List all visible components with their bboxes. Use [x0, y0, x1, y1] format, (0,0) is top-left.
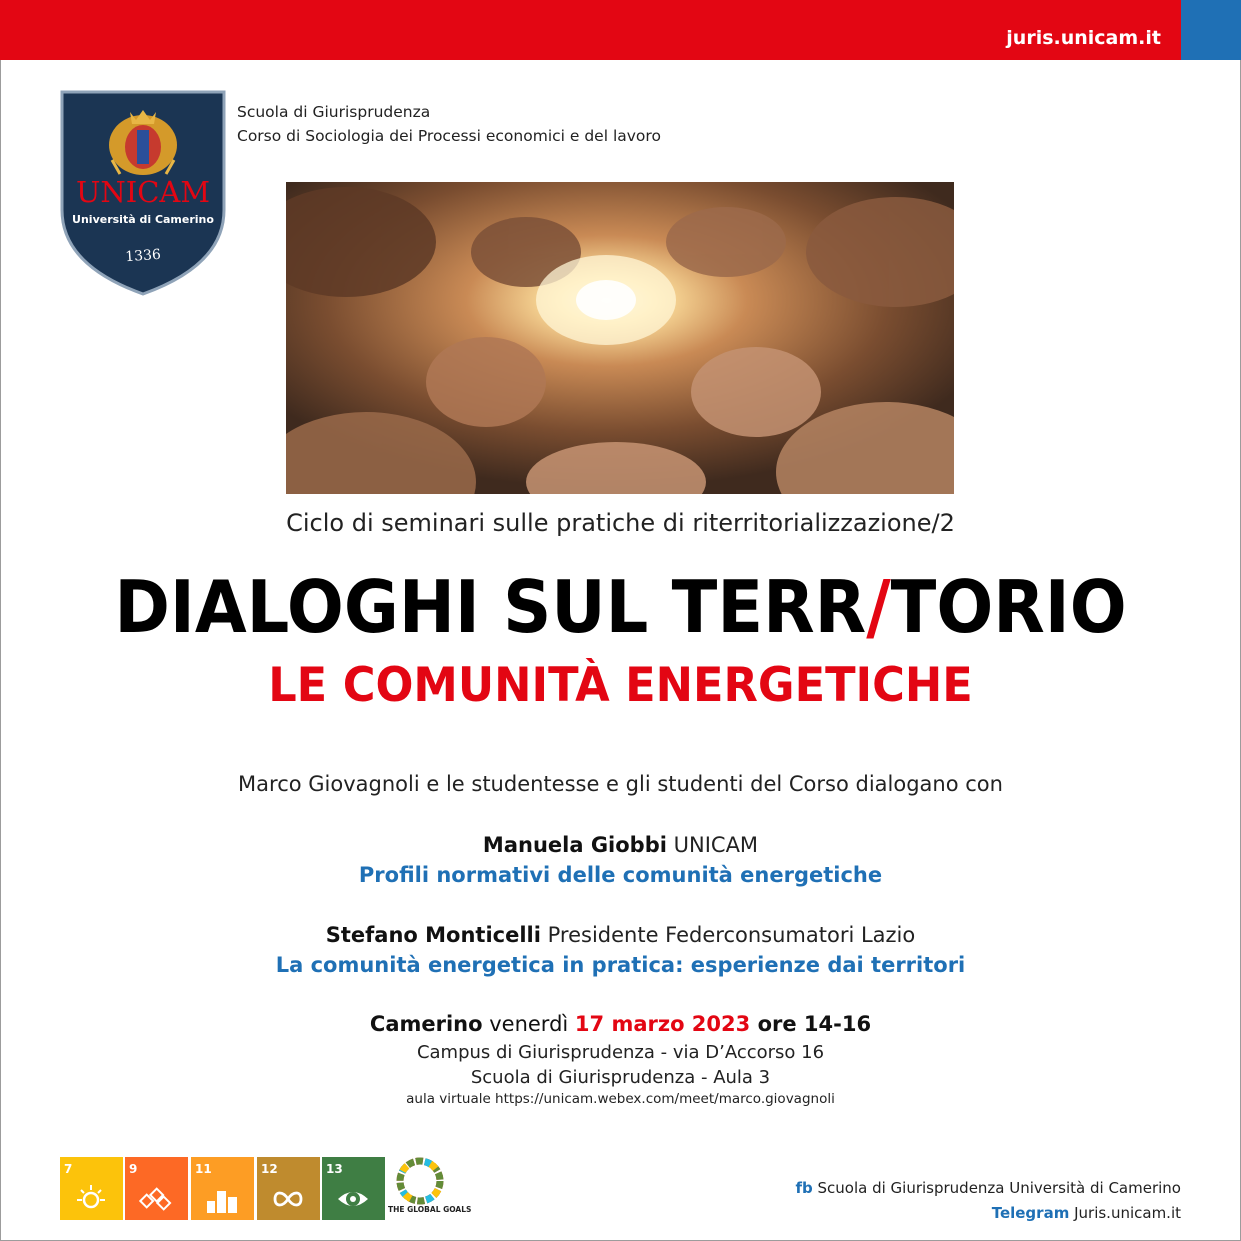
- infinity-icon: [271, 1183, 305, 1215]
- unicam-logo: [60, 90, 226, 296]
- speaker-2-talk: La comunità energetica in pratica: esperienze dai territori: [275, 953, 966, 977]
- site-link[interactable]: juris.unicam.it: [1006, 27, 1161, 49]
- facebook-link[interactable]: [795, 1179, 1181, 1197]
- global-goals-label: THE GLOBAL GOALS: [388, 1205, 472, 1214]
- title-part-a: DIALOGHI SUL TERR: [114, 565, 867, 649]
- sdg-11-tile: 11: [191, 1157, 254, 1220]
- title-part-b: TORIO: [890, 565, 1127, 649]
- event-room: Scuola di Giurisprudenza - Aula 3: [470, 1067, 771, 1088]
- school-name: Scuola di Giurisprudenza: [237, 103, 431, 121]
- course-name: Corso di Sociologia dei Processi economici e del lavoro: [237, 127, 661, 145]
- logo-name: UNICAM: [75, 175, 211, 209]
- telegram-text: Juris.unicam.it: [1069, 1204, 1181, 1222]
- speaker-1-affiliation: UNICAM: [666, 833, 759, 857]
- speaker-2: [0, 923, 1241, 947]
- eye-globe-icon: [336, 1183, 370, 1215]
- sdg-12-tile: 12: [257, 1157, 320, 1220]
- speaker-1-talk: Profili normativi delle comunità energetiche: [358, 863, 883, 887]
- sdg-13-tile: 13: [322, 1157, 385, 1220]
- header-text: [237, 100, 661, 148]
- event-city: Camerino: [369, 1012, 483, 1036]
- telegram-label: Telegram: [991, 1204, 1070, 1222]
- event-when: [0, 1012, 1241, 1036]
- buildings-icon: [205, 1183, 239, 1215]
- event-date: 17 marzo 2023: [574, 1012, 751, 1036]
- speaker-2-name: Stefano Monticelli: [325, 923, 541, 947]
- event-campus: Campus di Giurisprudenza - via D’Accorso 16: [416, 1042, 825, 1063]
- sun-icon: [74, 1183, 108, 1215]
- speaker-1: [0, 833, 1241, 857]
- virtual-room-link[interactable]: aula virtuale https://unicam.webex.com/meet/marco.giovagnoli: [406, 1091, 835, 1107]
- fb-text: Scuola di Giurisprudenza Università di Camerino: [812, 1179, 1181, 1197]
- speaker-2-affiliation: Presidente Federconsumatori Lazio: [540, 923, 916, 947]
- event-day: venerdì: [482, 1012, 575, 1036]
- speaker-1-name: Manuela Giobbi: [482, 833, 667, 857]
- telegram-link[interactable]: [992, 1204, 1181, 1222]
- logo-year: 1336: [124, 246, 162, 266]
- top-bar: [0, 0, 1181, 60]
- event-title: [43, 566, 1197, 648]
- event-subtitle: LE COMUNITÀ ENERGETICHE: [268, 658, 973, 713]
- fb-label: fb: [795, 1179, 813, 1197]
- sdg-9-tile: 9: [125, 1157, 188, 1220]
- title-slash: /: [866, 565, 891, 649]
- top-bar-accent: [1181, 0, 1241, 60]
- sdg-7-tile: 7: [60, 1157, 123, 1220]
- cubes-icon: [139, 1183, 173, 1215]
- logo-university: Università di Camerino: [72, 213, 214, 226]
- series-title: Ciclo di seminari sulle pratiche di riterritorializzazione/2: [286, 509, 955, 537]
- hands-circle-photo: [286, 182, 954, 494]
- event-time: ore 14-16: [750, 1012, 872, 1036]
- intro-text: Marco Giovagnoli e le studentesse e gli studenti del Corso dialogano con: [238, 772, 1003, 796]
